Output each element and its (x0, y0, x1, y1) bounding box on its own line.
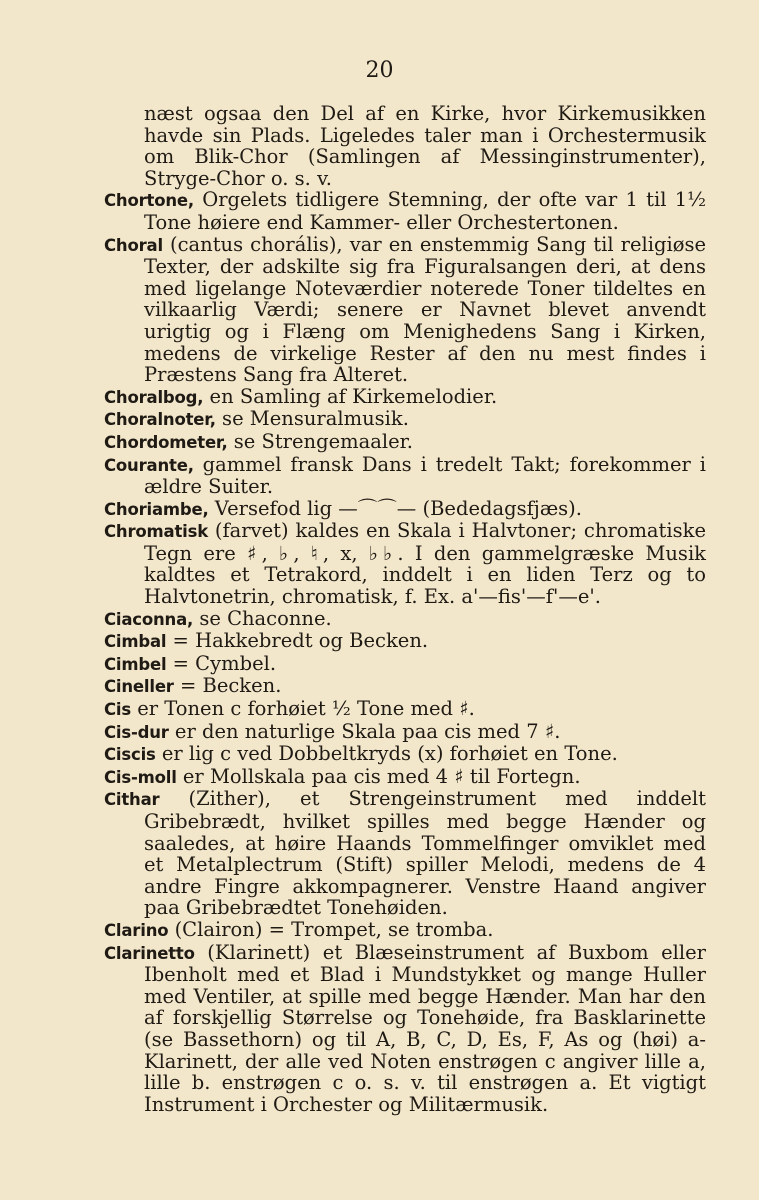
entry-definition: Orgelets tidligere Stemning, der ofte var 1 til 1½ Tone høiere end Kammer- eller Orchestertonen. (144, 188, 706, 234)
dictionary-entry (104, 630, 706, 653)
dictionary-entry (104, 408, 706, 431)
entry-term: Cimbal (104, 632, 167, 652)
entry-definition: (Klarinett) et Blæseinstrument af Buxbom eller Ibenholt med et Blad i Mundstykket og mange Huller med Ventiler, at spille med begge Hænder. Man har den af forskjellig Størrelse og Tonehøide, fra Basklarinette (se Bassethorn) og til A, B, C, D, Es, F, As og (høi) a-Klarinett, der alle ved Noten enstrøgen c angiver lille a, lille b. enstrøgen c o. s. v. til enstrøgen a. Et vigtigt Instrument i Orchester og Militærmusik. (144, 940, 706, 1116)
entry-definition: er Tonen c forhøiet ½ Tone med ♯. (131, 697, 475, 721)
dictionary-entry (104, 498, 706, 521)
entry-term: Ciscis (104, 745, 156, 765)
entry-term: Clarinetto (104, 943, 195, 963)
entry-definition: (Clairon) = Trompet, se tromba. (168, 917, 494, 941)
entry-term: Cithar (104, 790, 160, 810)
entry-definition: gammel fransk Dans i tredelt Takt; forekommer i ældre Suiter. (144, 452, 706, 499)
entry-term: Choral (104, 235, 163, 255)
dictionary-entry (104, 608, 706, 631)
dictionary-entry (104, 234, 706, 386)
dictionary-entry (104, 698, 706, 721)
dictionary-entry (104, 675, 706, 698)
entry-term: Chromatisk (104, 522, 208, 542)
continuation-paragraph: næst ogsaa den Del af en Kirke, hvor Kirkemusikken havde sin Plads. Ligeledes taler man i Orchestermusik om Blik-Chor (Samlingen af Messinginstrumenter), Stryge-Chor o. s. v. (144, 102, 706, 190)
entry-term: Ciaconna, (104, 609, 194, 629)
entry-term: Cis-dur (104, 722, 169, 742)
dictionary-entry (104, 788, 706, 919)
dictionary-entry (104, 942, 706, 1116)
entry-term: Cis (104, 700, 131, 720)
entry-definition: se Mensuralmusik. (215, 407, 409, 431)
entries-column (104, 103, 706, 1115)
dictionary-entry (104, 189, 706, 233)
entry-term: Choralnoter, (104, 410, 216, 430)
entry-term: Chordometer, (104, 432, 228, 452)
entry-definition: (cantus chorális), var en enstemmig Sang til religiøse Texter, der adskilte sig fra Figuralsangen deri, at dens med ligelange Noteværdier noterede Toner tildeltes en vilkaarlig Værdi; senere er Navnet blevet anvendt urigtig og i Flæng om Menighedens Sang i Kirken, medens de virkelige Rester af den nu mest findes i Præstens Sang fra Alteret. (144, 232, 706, 387)
entry-term: Cineller (104, 677, 174, 697)
entry-definition: er den naturlige Skala paa cis med 7 ♯. (168, 719, 561, 743)
dictionary-entry (104, 520, 706, 607)
entry-definition: (Zither), et Strengeinstrument med inddelt Gribebrædt, hvilket spilles med begge Hænder og saaledes, at høire Haands Tommelfinger omviklet med et Metalplectrum (Stift) spiller Melodi, medens de 4 andre Fingre akkompagnerer. Venstre Haand angiver paa Gribebrædtet Tonehøiden. (144, 787, 706, 920)
entry-definition: (farvet) kaldes en Skala i Halvtoner; chromatiske Tegn ere ♯, ♭, ♮, x, ♭♭. I den gammelgræske Musik kaldtes et Tetrakord, inddelt i en liden Terz og to Halvtonetrin, chromatisk, f. Ex. a'—fis'—f'—e'. (144, 519, 706, 609)
page-number: 20 (365, 58, 394, 83)
entry-term: Choralbog, (104, 387, 204, 407)
dictionary-entry (104, 743, 706, 766)
dictionary-entry (104, 454, 706, 498)
entry-term: Cis-moll (104, 767, 177, 787)
entry-definition: se Strengemaaler. (227, 429, 414, 453)
entry-definition: er lig c ved Dobbeltkryds (x) forhøiet en Tone. (155, 742, 618, 766)
entry-definition: se Chaconne. (193, 606, 332, 630)
entry-definition: Versefod lig —⌒⌒— (Bededagsfjæs). (208, 496, 582, 520)
entry-list (104, 189, 706, 1115)
entry-definition: = Cymbel. (166, 651, 277, 675)
dictionary-entry (104, 766, 706, 789)
entry-term: Clarino (104, 920, 169, 940)
entry-term: Chortone, (104, 191, 194, 211)
dictionary-entry (104, 386, 706, 409)
entry-term: Courante, (104, 455, 194, 475)
entry-definition: = Becken. (173, 674, 282, 698)
dictionary-entry (104, 721, 706, 744)
dictionary-entry (104, 653, 706, 676)
dictionary-entry (104, 919, 706, 942)
entry-definition: er Mollskala paa cis med 4 ♯ til Fortegn. (176, 764, 581, 788)
dictionary-entry (104, 431, 706, 454)
entry-term: Cimbel (104, 654, 167, 674)
entry-definition: en Samling af Kirkemelodier. (203, 384, 498, 408)
entry-definition: = Hakkebredt og Becken. (166, 629, 429, 653)
entry-term: Choriambe, (104, 499, 209, 519)
